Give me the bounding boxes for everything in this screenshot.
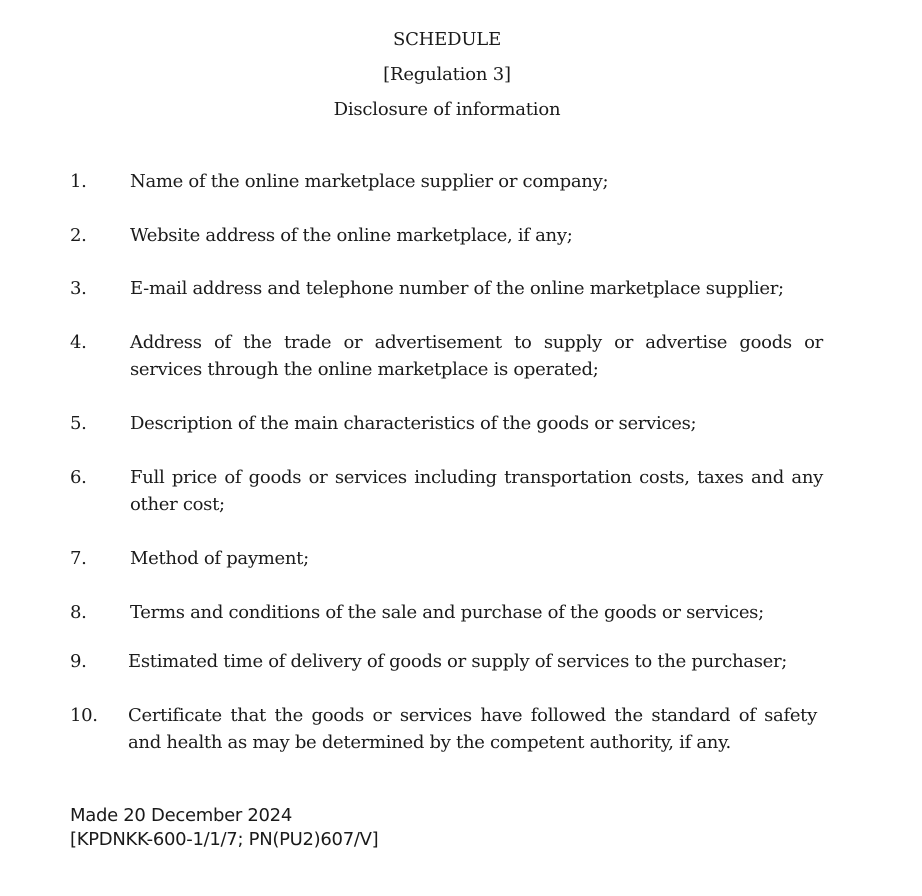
item-number: 8.: [70, 602, 87, 623]
item-number: 4.: [70, 332, 87, 353]
schedule-subtitle: Disclosure of information: [333, 99, 561, 120]
item-number: 7.: [70, 548, 87, 569]
item-text: Description of the main characteristics of the goods or services;: [130, 413, 697, 434]
schedule-heading: SCHEDULE: [392, 29, 502, 50]
reference-code: [KPDNKK-600-1/1/7; PN(PU2)607/V]: [70, 829, 379, 850]
regulation-reference: [Regulation 3]: [383, 64, 511, 85]
item-text: Estimated time of delivery of goods or supply of services to the purchaser;: [128, 651, 788, 672]
item-text: E-mail address and telephone number of the online marketplace supplier;: [130, 278, 784, 299]
item-text: Method of payment;: [130, 548, 309, 569]
item-text: Full price of goods or services including transportation costs, taxes and any other cost;: [130, 467, 823, 515]
item-text: Terms and conditions of the sale and purchase of the goods or services;: [130, 602, 764, 623]
item-number: 2.: [70, 225, 87, 246]
made-date: Made 20 December 2024: [70, 805, 292, 826]
item-text: Certificate that the goods or services have followed the standard of safety and health as may be determined by the competent authority, if any.: [128, 705, 817, 753]
item-number: 9.: [70, 651, 87, 672]
item-number: 6.: [70, 467, 87, 488]
item-text: Website address of the online marketplace, if any;: [130, 225, 573, 246]
item-number: 1.: [70, 171, 87, 192]
item-text: Name of the online marketplace supplier or company;: [130, 171, 609, 192]
item-number: 10.: [70, 705, 98, 726]
item-number: 5.: [70, 413, 87, 434]
item-number: 3.: [70, 278, 87, 299]
item-text: Address of the trade or advertisement to supply or advertise goods or services through the online marketplace is operated;: [130, 332, 823, 380]
